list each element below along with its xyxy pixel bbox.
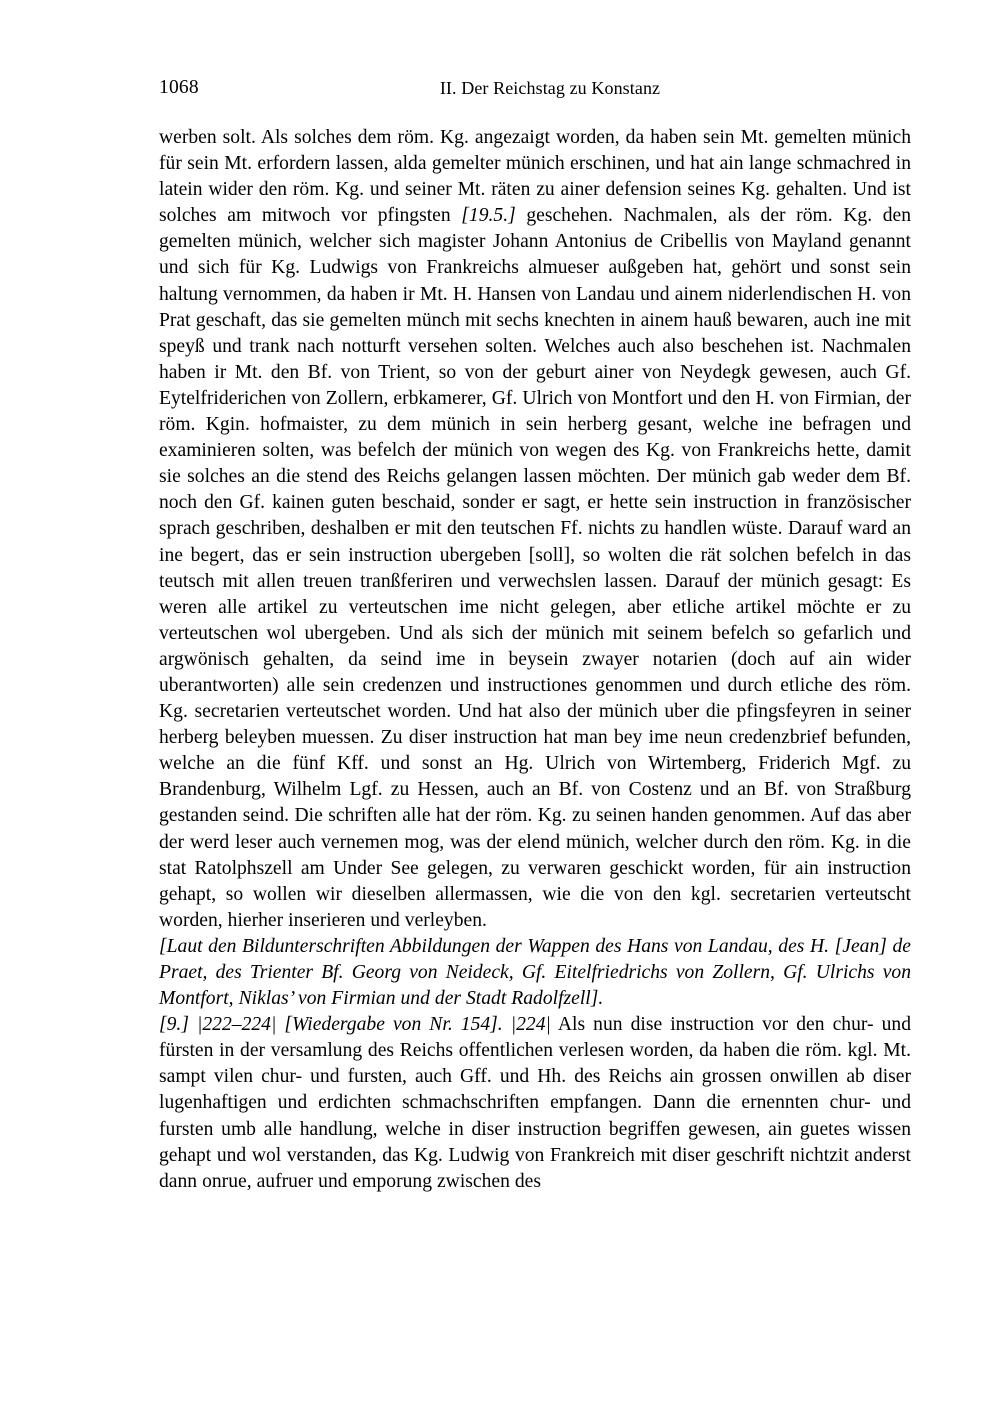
page-number: 1068 xyxy=(159,77,199,98)
running-head-title: II. Der Reichstag zu Konstanz xyxy=(439,78,661,98)
paragraph-3-text: Als nun dise instruction vor den chur- und fürsten in der versamlung des Reichs offentlichen verlesen worden, da haben die röm. kgl. Mt. sampt vilen chur- und fursten, auch Gff. und Hh. des Reichs ain grossen onwillen ab diser lugenhaftigen und erdichten schmachschriften empfangen. Dann die ernennten chur- und fursten umb alle handlung, welche in diser instruction begriffen gewesen, ain guetes wissen gehapt und wol verstanden, das Kg. Ludwig von Frankreich mit diser geschrift nichtzit anderst dann onrue, aufruer und emporung zwischen des xyxy=(159,1014,911,1192)
paragraph-1-text-part-2: geschehen. Nachmalen, als der röm. Kg. den gemelten münich, welcher sich magister Johann Antonius de Cribellis von Mayland genannt und sich für Kg. Ludwigs von Frankreichs almueser außgeben hat, gehört und sonst sein haltung vernommen, da haben ir Mt. H. Hansen von Landau und ainem niderlendischen H. von Prat geschaft, das sie gemelten münch mit sechs knechten in ainem hauß bewaren, auch ine mit speyß und trank nach notturft versehen solten. Welches auch also beschehen ist. Nachmalen haben ir Mt. den Bf. von Trient, so von der geburt ainer von Neydegk gewesen, auch Gf. Eytelfriderichen von Zollern, erbkamerer, Gf. Ulrich von Montfort und den H. von Firmian, der röm. Kgin. hofmaister, zu dem münich in sein herberg gesant, welche ine befragen und examinieren solten, was befelch der münich von wegen des Kg. von Frankreichs hette, damit sie solches an die stend des Reichs gelangen lassen möchten. Der münich gab weder dem Bf. noch den Gf. kainen guten beschaid, sonder er sagt, er hette sein instruction in französischer sprach geschriben, deshalben er mit den teutschen Ff. nichts zu handlen wüste. Darauf ward an ine begert, das er sein instruction ubergeben [soll], so wolten die rät solchen befelch in das teutsch mit allen treuen tranßferiren und verwechslen lassen. Darauf der münich gesagt: Es weren alle artikel zu verteutschen ime nicht gelegen, aber etliche artikel möchte er zu verteutschen wol ubergeben. Und als sich der münich mit seinem befelch so gefarlich und argwönisch gehalten, da seind ime in beysein zwayer notarien (doch auf ain wider uberantworten) alle sein credenzen und instructiones genommen und durch etliche des röm. Kg. secretarien verteutschet worden. Und hat also der münich uber die pfingsfeyren in seiner herberg beleyben muessen. Zu diser instruction hat man bey ime neun credenzbrief befunden, welche an die fünf Kff. und sonst an Hg. Ulrich von Wirtemberg, Friderich Mgf. zu Brandenburg, Wilhelm Lgf. zu Hessen, auch an Bf. von Costenz und an Bf. von Straßburg gestanden seind. Die schriften alle hat der röm. Kg. zu seinen handen genommen. Auf das aber der werd leser auch vernemen mog, was der elend münich, welcher durch den röm. Kg. in die stat Ratolphszell am Under See gelegen, zu verwaren geschickt worden, für ain instruction gehapt, so wollen wir dieselben allermassen, wie die von den kgl. secretarien verteutscht worden, hierher inserieren und verleyben. xyxy=(159,205,911,931)
body-paragraph-1 xyxy=(159,125,911,934)
paragraph-1-text-part-1: werben solt. Als solches dem röm. Kg. angezaigt worden, da haben sein Mt. gemelten münich für sein Mt. erfordern lassen, alda gemelter münich erschinen, und hat ain lange schmachred in latein wider den röm. Kg. und seiner Mt. räten zu ainer defension seines Kg. gehalten. Und ist solches am mitwoch vor pfingsten xyxy=(159,127,911,227)
running-head xyxy=(159,75,911,115)
page-content xyxy=(159,0,911,1195)
body-paragraph-3 xyxy=(159,1012,911,1195)
body-paragraph-2-caption-note: [Laut den Bildunterschriften Abbildungen der Wappen des Hans von Landau, des H. [Jean] de Praet, des Trienter Bf. Georg von Neideck, Gf. Eitelfriedrichs von Zollern, Gf. Ulrichs von Montfort, Niklas’ von Firmian und der Stadt Radolfzell]. xyxy=(159,935,911,1010)
date-annotation: [19.5.] xyxy=(461,205,516,227)
section-marker: [9.] |222–224| [Wiedergabe von Nr. 154]. |224| xyxy=(159,1014,551,1036)
